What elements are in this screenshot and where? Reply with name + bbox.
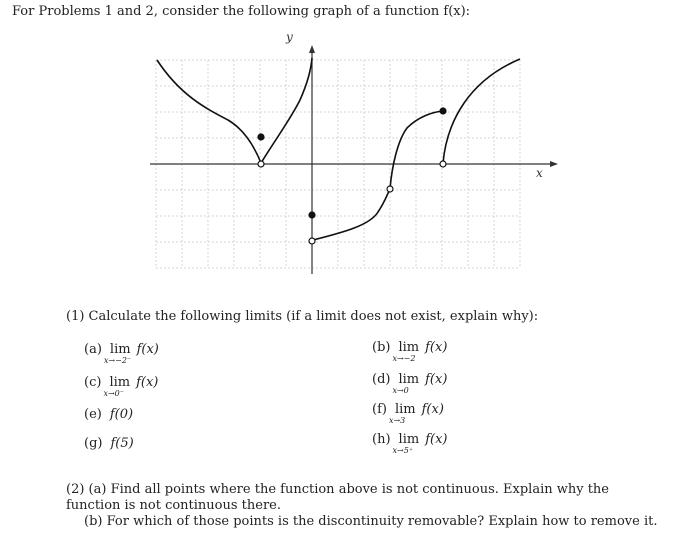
item-label: (d) [372, 372, 391, 387]
item-label: (a) [84, 342, 102, 357]
limit-expression: f(x) [425, 372, 448, 387]
item-label: (f) [372, 402, 387, 417]
limit-item-g [84, 436, 134, 451]
limit-item-h [372, 432, 448, 455]
limit-expression: f(x) [425, 432, 448, 447]
problem2-part-a: (2) (a) Find all points where the function above is not continuous. Explain why the function is not continuous there. [66, 482, 609, 513]
limit-item-f [372, 402, 444, 425]
item-label: (b) [372, 340, 391, 355]
problem1-prompt: (1) Calculate the following limits (if a limit does not exist, explain why): [66, 309, 539, 324]
closed-point-at-0 [309, 212, 315, 218]
limit-expression: f(x) [136, 375, 159, 390]
function-value-expression: f(5) [110, 436, 134, 451]
lim-operator: lim x→0⁻ [103, 375, 131, 398]
closed-point-at-5 [440, 108, 446, 114]
closed-point-above-minus2 [258, 134, 264, 140]
x-axis-label: x [536, 166, 543, 180]
open-point-at-0 [309, 238, 315, 244]
lim-operator: lim x→−2 [392, 340, 420, 363]
item-label: (g) [84, 436, 103, 451]
y-axis-arrow-icon [309, 45, 315, 53]
lim-operator: lim x→−2⁻ [103, 342, 132, 365]
lim-operator: lim x→0 [392, 372, 420, 395]
limit-expression: f(x) [421, 402, 444, 417]
open-point-at-3 [387, 186, 393, 192]
limit-item-a [84, 342, 159, 365]
problem2-part-b: (b) For which of those points is the discontinuity removable? Explain how to remove it. [84, 514, 658, 529]
curve-lower-branch [313, 189, 390, 240]
open-point-at-minus2 [258, 161, 264, 167]
curve-right-branch [443, 59, 520, 163]
intro-text: For Problems 1 and 2, consider the following graph of a function f(x): [12, 4, 471, 19]
limit-item-c [84, 375, 159, 398]
item-label: (e) [84, 407, 102, 422]
item-label: (c) [84, 375, 102, 390]
function-value-expression: f(0) [109, 407, 134, 422]
limit-expression: f(x) [425, 340, 448, 355]
lim-operator: lim x→3 [388, 402, 416, 425]
limit-item-e [84, 407, 133, 422]
x-axis-arrow-icon [550, 161, 558, 167]
limit-item-b [372, 340, 448, 363]
limit-item-d [372, 372, 448, 395]
y-axis-label: y [286, 30, 293, 44]
lim-operator: lim x→5⁺ [392, 432, 420, 455]
open-point-at-5-axis [440, 161, 446, 167]
limit-expression: f(x) [136, 342, 159, 357]
item-label: (h) [372, 432, 391, 447]
